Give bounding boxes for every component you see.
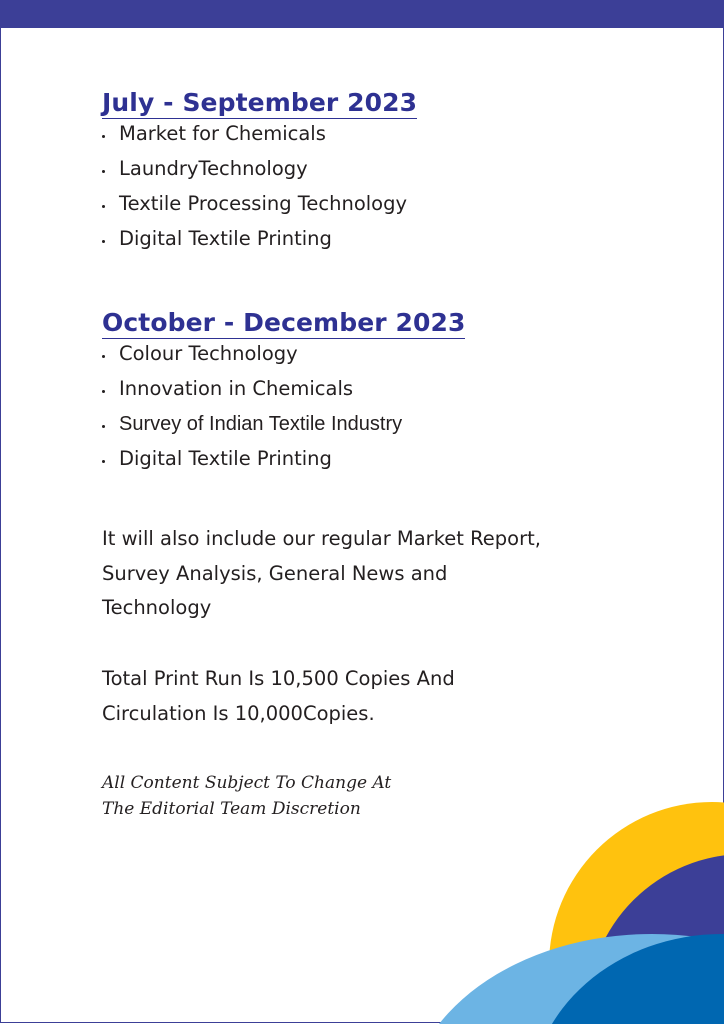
list-item-label: Textile Processing Technology <box>119 192 408 215</box>
paragraph-line: It will also include our regular Market Report, <box>102 527 541 550</box>
paragraph-line: Technology <box>102 596 212 619</box>
section-title: July - September 2023 <box>102 88 418 117</box>
list-item-label: Colour Technology <box>119 342 298 365</box>
paragraph-line: Survey Analysis, General News and <box>102 561 448 585</box>
disclaimer-line: All Content Subject To Change At <box>102 773 392 793</box>
section-title: October - December 2023 <box>102 308 466 337</box>
list-item-label: Digital Textile Printing <box>119 227 332 250</box>
list-item-label: Survey of Indian Textile Industry <box>119 413 403 435</box>
paragraph-line: Total Print Run Is 10,500 Copies And <box>102 667 455 690</box>
list-item-label: LaundryTechnology <box>119 157 308 180</box>
paragraph-line: Circulation Is 10,000Copies. <box>102 701 375 725</box>
list-item-label: Market for Chemicals <box>119 122 326 145</box>
list-item-label: Innovation in Chemicals <box>119 377 354 400</box>
disclaimer-line: The Editorial Team Discretion <box>102 799 361 819</box>
list-item-label: Digital Textile Printing <box>119 447 332 470</box>
